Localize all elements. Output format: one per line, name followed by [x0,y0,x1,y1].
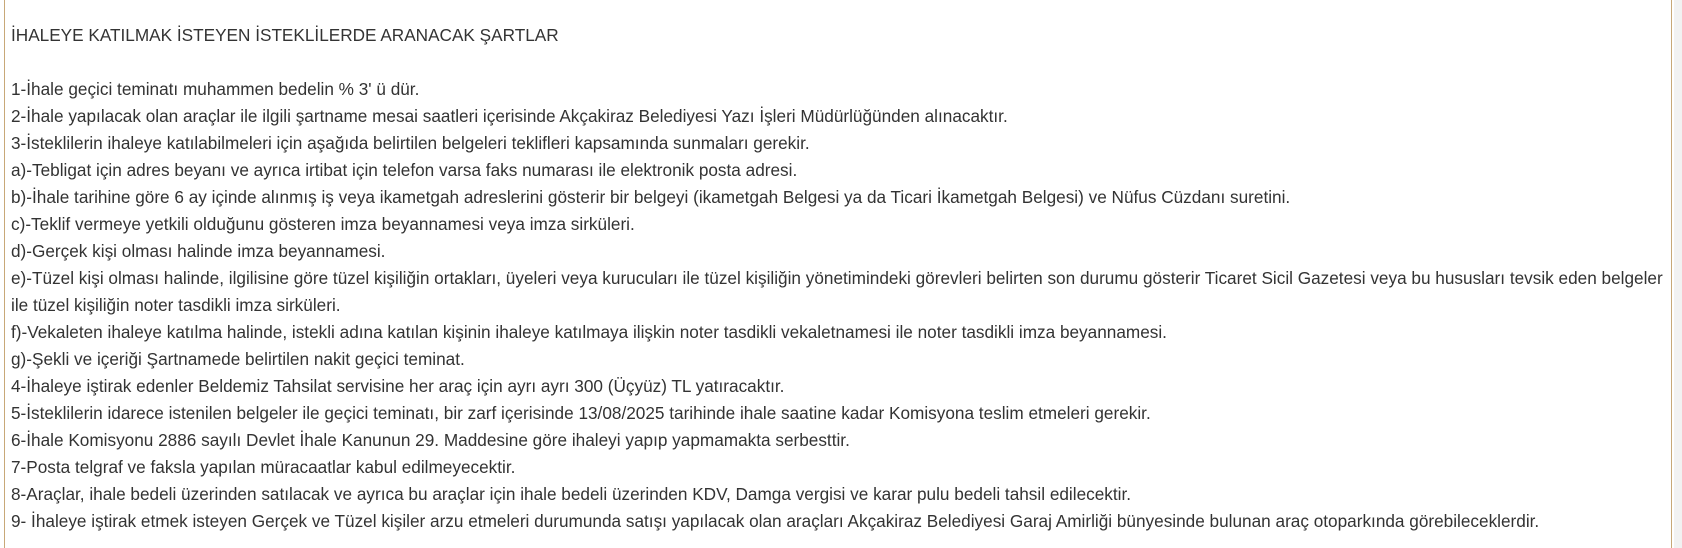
condition-item-5: 5-İsteklilerin idarece istenilen belgeler ile geçici teminatı, bir zarf içerisinde 13/08/2025 tarihinde ihale saatine kadar Komisyona teslim etmeleri gerekir. [11,403,1151,423]
vertical-scrollbar[interactable] [1674,0,1682,548]
condition-item-3a: a)-Tebligat için adres beyanı ve ayrıca irtibat için telefon varsa faks numarası ile elektronik posta adresi. [11,160,798,180]
condition-item-6: 6-İhale Komisyonu 2886 sayılı Devlet İhale Kanunun 29. Maddesine göre ihaleyi yapıp yapmamakta serbesttir. [11,430,850,450]
condition-item-3d: d)-Gerçek kişi olması halinde imza beyannamesi. [11,241,386,261]
document-frame [4,0,1672,548]
condition-item-4: 4-İhaleye iştirak edenler Beldemiz Tahsilat servisine her araç için ayrı ayrı 300 (Üçyüz) TL yatıracaktır. [11,376,785,396]
condition-item-3g: g)-Şekli ve içeriği Şartnamede belirtilen nakit geçici teminat. [11,349,465,369]
condition-item-7: 7-Posta telgraf ve faksla yapılan müracaatlar kabul edilmeyecektir. [11,457,516,477]
condition-item-3f: f)-Vekaleten ihaleye katılma halinde, istekli adına katılan kişinin ihaleye katılmaya ilişkin noter tasdikli vekaletnamesi ile noter tasdikli imza beyannamesi. [11,322,1167,342]
condition-item-3b: b)-İhale tarihine göre 6 ay içinde alınmış iş veya ikametgah adreslerini gösterir bir belgeyi (ikametgah Belgesi ya da Ticari İkametgah Belgesi) ve Nüfus Cüzdanı suretini. [11,187,1291,207]
document-body [11,22,1671,535]
condition-item-9: 9- İhaleye iştirak etmek isteyen Gerçek ve Tüzel kişiler arzu etmeleri durumunda satışı yapılacak olan araçları Akçakiraz Belediyesi Garaj Amirliği bünyesinde bulunan araç otoparkında görebileceklerdir. [11,511,1540,531]
condition-item-8: 8-Araçlar, ihale bedeli üzerinden satılacak ve ayrıca bu araçlar için ihale bedeli üzerinden KDV, Damga vergisi ve karar pulu bedeli tahsil edilecektir. [11,484,1132,504]
condition-item-2: 2-İhale yapılacak olan araçlar ile ilgili şartname mesai saatleri içerisinde Akçakiraz Belediyesi Yazı İşleri Müdürlüğünden alınacaktır. [11,106,1008,126]
condition-item-3c: c)-Teklif vermeye yetkili olduğunu gösteren imza beyannamesi veya imza sirküleri. [11,214,635,234]
document-heading: İHALEYE KATILMAK İSTEYEN İSTEKLİLERDE ARANACAK ŞARTLAR [11,25,559,45]
condition-item-3e: e)-Tüzel kişi olması halinde, ilgilisine göre tüzel kişiliğin ortakları, üyeleri veya kurucuları ile tüzel kişiliğin yönetimindeki görevleri belirten son durumu gösterir Ticaret Sicil Gazetesi veya bu hususları tevsik eden belgeler ile tüzel kişiliğin noter tasdikli imza sirküleri. [11,268,1663,315]
condition-item-3: 3-İsteklilerin ihaleye katılabilmeleri için aşağıda belirtilen belgeleri teklifleri kapsamında sunmaları gerekir. [11,133,810,153]
condition-item-1: 1-İhale geçici teminatı muhammen bedelin % 3' ü dür. [11,79,420,99]
